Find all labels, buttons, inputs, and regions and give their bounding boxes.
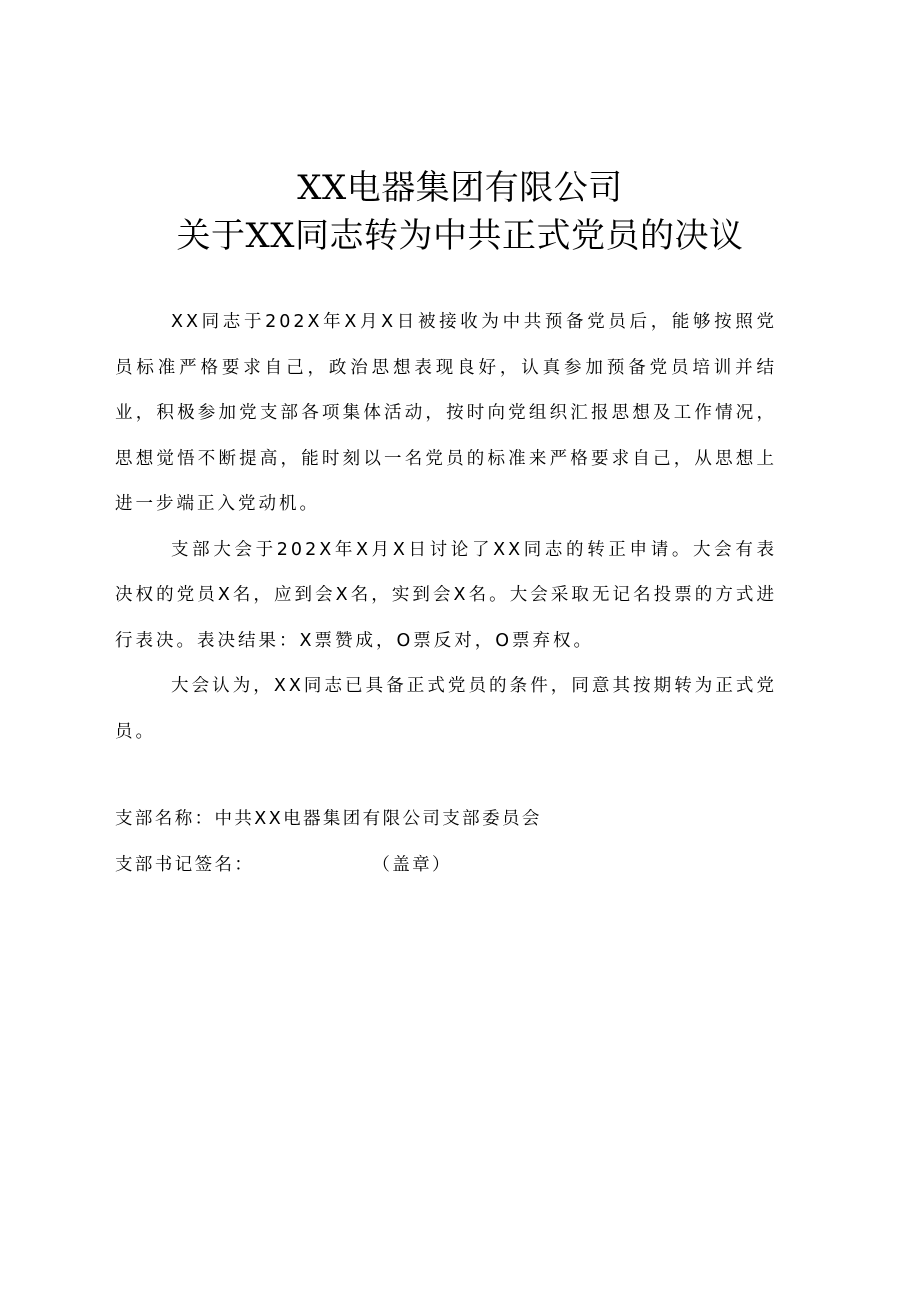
document-title-line1: XX电器集团有限公司 (297, 168, 623, 208)
branch-name-line: 支部名称：中共XX电器集团有限公司支部委员会 (115, 809, 542, 829)
paragraph-3: 大会认为，XX同志已具备正式党员的条件，同意其按期转为正式党员。 (115, 676, 777, 742)
seal-label: （盖章） (372, 855, 452, 875)
paragraph-2: 支部大会于202X年X月X日讨论了XX同志的转正申请。大会有表决权的党员X名，应到会X名，实到会X名。大会采取无记名投票的方式进行表决。表决结果：X票赞成，O票反对，O票弃权。 (115, 539, 777, 651)
secretary-signature-label: 支部书记签名： (115, 855, 255, 875)
document-body (115, 300, 777, 755)
paragraph-1: XX同志于202X年X月X日被接收为中共预备党员后，能够按照党员标准严格要求自己，政治思想表现良好，认真参加预备党员培训并结业，积极参加党支部各项集体活动，按时向党组织汇报思想及工作情况，思想觉悟不断提高，能时刻以一名党员的标准来严格要求自己，从思想上进一步端正入党动机。 (115, 312, 777, 514)
document-title-line2: 关于XX同志转为中共正式党员的决议 (176, 216, 744, 256)
secretary-signature-line (115, 853, 452, 877)
